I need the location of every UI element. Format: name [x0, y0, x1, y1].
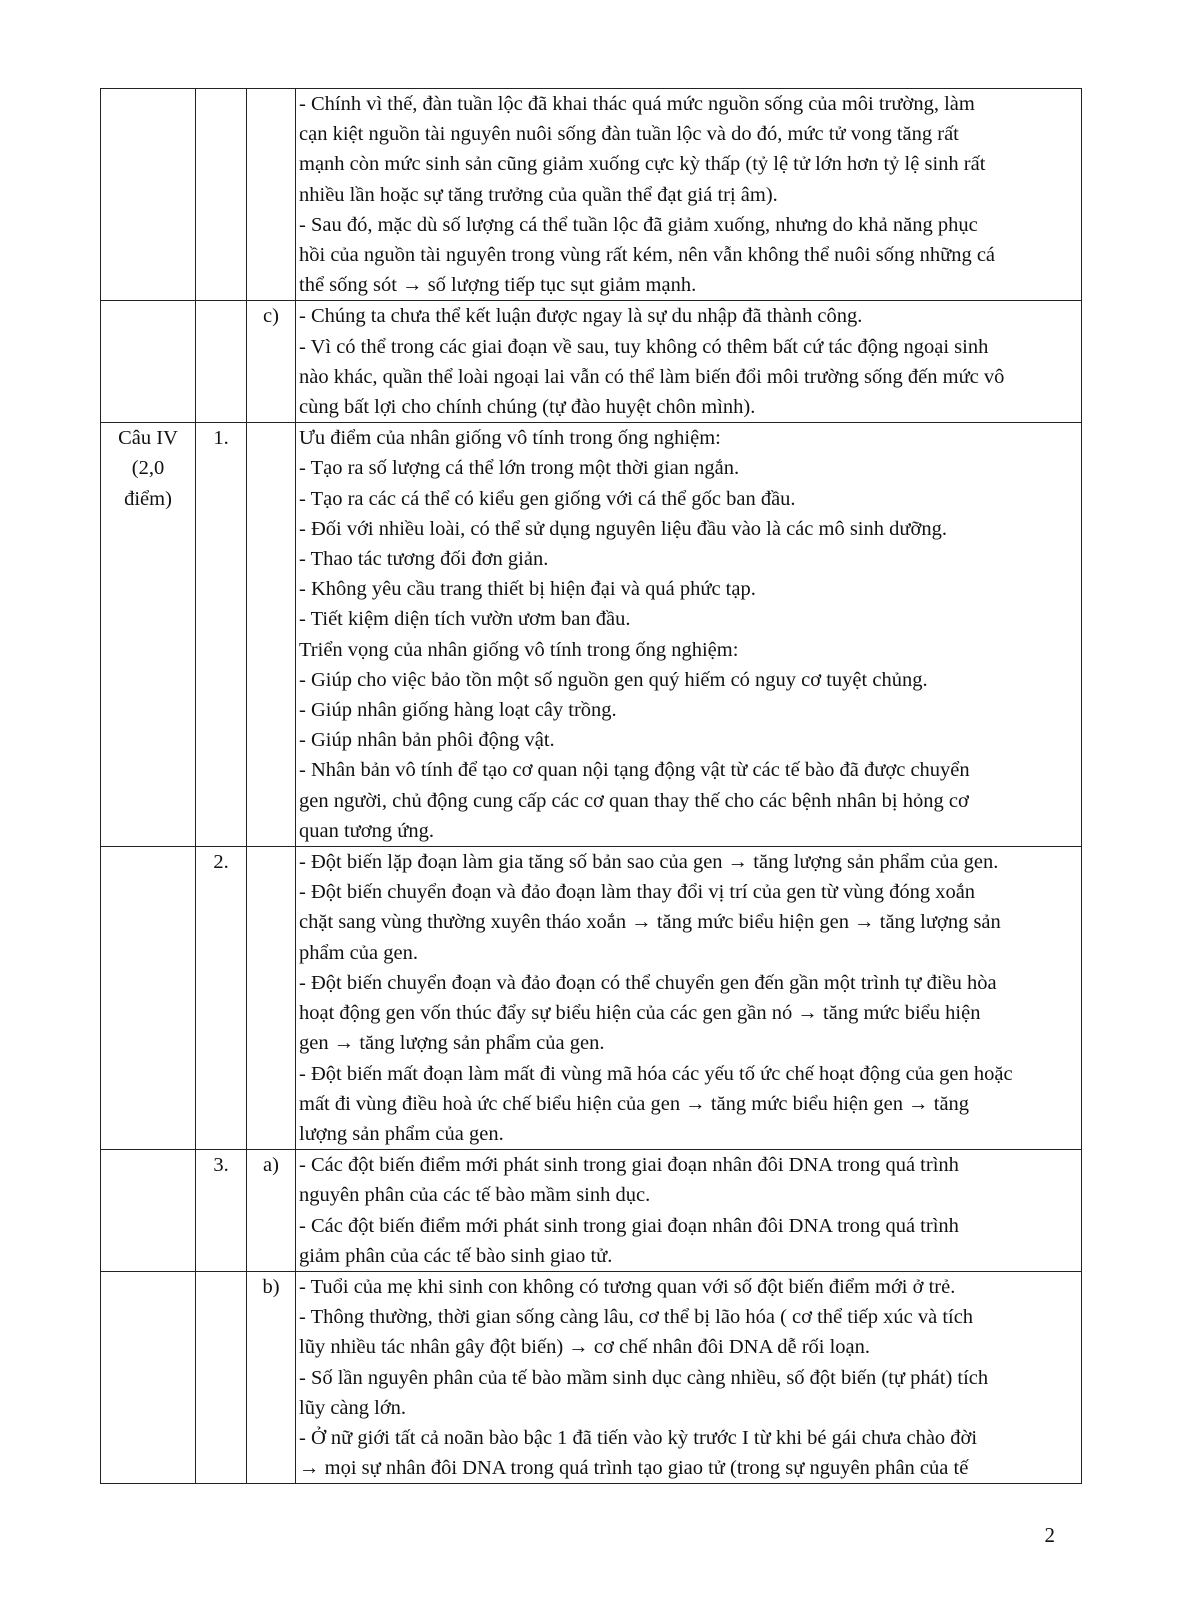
table-row — [101, 89, 1082, 301]
answer-line: cùng bất lợi cho chính chúng (tự đào huyệt chôn mình). — [299, 396, 756, 419]
answer-line: - Vì có thể trong các giai đoạn về sau, tuy không có thêm bất cứ tác động ngoại sinh — [299, 335, 989, 358]
answer-line: - Tuổi của mẹ khi sinh con không có tương quan với số đột biến điểm mới ở trẻ. — [299, 1275, 956, 1298]
table-row — [101, 423, 1082, 847]
table-row — [101, 301, 1082, 423]
item-number-cell: 3. — [196, 1150, 247, 1272]
answer-line: lũy nhiều tác nhân gây đột biến) → cơ chế nhân đôi DNA dễ rối loạn. — [299, 1336, 871, 1359]
answer-line: mất đi vùng điều hoà ức chế biểu hiện của gen → tăng mức biểu hiện gen → tăng — [299, 1092, 970, 1115]
answer-text-cell — [296, 1271, 1082, 1483]
answer-line: - Thao tác tương đối đơn giản. — [299, 548, 549, 571]
question-cell — [101, 89, 196, 301]
answer-line: → mọi sự nhân đôi DNA trong quá trình tạo giao tử (trong sự nguyên phân của tế — [299, 1457, 969, 1480]
answer-text-cell — [296, 301, 1082, 423]
answer-line: gen → tăng lượng sản phẩm của gen. — [299, 1032, 605, 1055]
item-number-cell: 2. — [196, 847, 247, 1150]
answer-line: - Số lần nguyên phân của tế bào mầm sinh dục càng nhiều, số đột biến (tự phát) tích — [299, 1366, 989, 1389]
answer-line: - Đột biến lặp đoạn làm gia tăng số bản sao của gen → tăng lượng sản phẩm của gen. — [299, 851, 999, 874]
question-cell — [101, 1271, 196, 1483]
answer-line: thể sống sót → số lượng tiếp tục sụt giảm mạnh. — [299, 274, 697, 297]
answer-line: - Tạo ra các cá thể có kiểu gen giống với cá thể gốc ban đầu. — [299, 487, 796, 510]
sub-item-cell: c) — [247, 301, 296, 423]
table-row — [101, 1150, 1082, 1272]
answer-line: - Đột biến chuyển đoạn và đảo đoạn có thể chuyển gen đến gần một trình tự điều hòa — [299, 971, 997, 994]
item-number-cell — [196, 301, 247, 423]
answer-line: - Giúp cho việc bảo tồn một số nguồn gen quý hiếm có nguy cơ tuyệt chủng. — [299, 668, 928, 691]
answer-line: lũy càng lớn. — [299, 1396, 407, 1419]
answer-line: - Ở nữ giới tất cả noãn bào bậc 1 đã tiến vào kỳ trước I từ khi bé gái chưa chào đời — [299, 1426, 978, 1449]
question-label-line: Câu IV — [118, 427, 178, 450]
answer-line: - Tạo ra số lượng cá thể lớn trong một thời gian ngắn. — [299, 457, 740, 480]
answer-line: gen người, chủ động cung cấp các cơ quan thay thế cho các bệnh nhân bị hỏng cơ — [299, 789, 969, 812]
answer-line: - Tiết kiệm diện tích vườn ươm ban đầu. — [299, 608, 631, 631]
table-row — [101, 847, 1082, 1150]
answer-line: - Thông thường, thời gian sống càng lâu, cơ thể bị lão hóa ( cơ thể tiếp xúc và tích — [299, 1306, 974, 1329]
answer-line: lượng sản phẩm của gen. — [299, 1122, 504, 1145]
answer-line: - Giúp nhân bản phôi động vật. — [299, 729, 555, 752]
answer-line: - Đối với nhiều loài, có thể sử dụng nguyên liệu đầu vào là các mô sinh dưỡng. — [299, 517, 947, 540]
answer-line: phẩm của gen. — [299, 941, 418, 964]
answer-line: giảm phân của các tế bào sinh giao tử. — [299, 1244, 613, 1267]
answer-table-body — [101, 89, 1082, 1484]
answer-line: nguyên phân của các tế bào mầm sinh dục. — [299, 1184, 651, 1207]
answer-line: mạnh còn mức sinh sản cũng giảm xuống cực kỳ thấp (tỷ lệ tử lớn hơn tỷ lệ sinh rất — [299, 153, 986, 176]
item-number-cell — [196, 1271, 247, 1483]
answer-line: - Các đột biến điểm mới phát sinh trong giai đoạn nhân đôi DNA trong quá trình — [299, 1154, 959, 1177]
sub-item-cell — [247, 89, 296, 301]
answer-line: hồi của nguồn tài nguyên trong vùng rất kém, nên vẫn không thể nuôi sống những cá — [299, 244, 996, 267]
item-number-cell — [196, 89, 247, 301]
question-label-line: điểm) — [124, 487, 172, 510]
sub-item-cell: a) — [247, 1150, 296, 1272]
answer-line: Triển vọng của nhân giống vô tính trong ống nghiệm: — [299, 638, 739, 661]
answer-line: cạn kiệt nguồn tài nguyên nuôi sống đàn tuần lộc và do đó, mức tử vong tăng rất — [299, 123, 959, 146]
sub-item-cell: b) — [247, 1271, 296, 1483]
sub-item-cell — [247, 423, 296, 847]
answer-line: hoạt động gen vốn thúc đẩy sự biểu hiện của các gen gần nó → tăng mức biểu hiện — [299, 1002, 981, 1025]
question-cell — [101, 1150, 196, 1272]
answer-line: - Chúng ta chưa thể kết luận được ngay là sự du nhập đã thành công. — [299, 305, 863, 328]
answer-line: - Giúp nhân giống hàng loạt cây trồng. — [299, 699, 617, 722]
answer-text-cell — [296, 423, 1082, 847]
answer-text-cell — [296, 1150, 1082, 1272]
answer-line: nhiều lần hoặc sự tăng trưởng của quần thể đạt giá trị âm). — [299, 183, 778, 206]
answer-line: - Chính vì thế, đàn tuần lộc đã khai thác quá mức nguồn sống của môi trường, làm — [299, 93, 975, 115]
page-number: 2 — [1044, 1523, 1055, 1547]
answer-table — [100, 88, 1082, 1484]
question-cell — [101, 423, 196, 847]
answer-line: chặt sang vùng thường xuyên tháo xoắn → tăng mức biểu hiện gen → tăng lượng sản — [299, 911, 1001, 934]
question-cell — [101, 847, 196, 1150]
answer-line: - Đột biến chuyển đoạn và đảo đoạn làm thay đổi vị trí của gen từ vùng đóng xoắn — [299, 881, 976, 904]
answer-line: nào khác, quần thể loài ngoại lai vẫn có thể làm biến đổi môi trường sống đến mức vô — [299, 365, 1005, 388]
answer-line: - Đột biến mất đoạn làm mất đi vùng mã hóa các yếu tố ức chế hoạt động của gen hoặc — [299, 1062, 1013, 1085]
answer-line: - Sau đó, mặc dù số lượng cá thể tuần lộc đã giảm xuống, nhưng do khả năng phục — [299, 213, 978, 236]
sub-item-cell — [247, 847, 296, 1150]
table-row — [101, 1271, 1082, 1483]
answer-line: - Không yêu cầu trang thiết bị hiện đại và quá phức tạp. — [299, 578, 756, 601]
answer-line: quan tương ứng. — [299, 819, 434, 842]
question-cell — [101, 301, 196, 423]
question-label-line: (2,0 — [131, 457, 165, 480]
answer-text-cell — [296, 847, 1082, 1150]
answer-text-cell — [296, 89, 1082, 301]
answer-line: - Nhân bản vô tính để tạo cơ quan nội tạng động vật từ các tế bào đã được chuyển — [299, 759, 970, 782]
answer-line: Ưu điểm của nhân giống vô tính trong ống nghiệm: — [299, 427, 721, 450]
answer-line: - Các đột biến điểm mới phát sinh trong giai đoạn nhân đôi DNA trong quá trình — [299, 1214, 959, 1237]
item-number-cell: 1. — [196, 423, 247, 847]
